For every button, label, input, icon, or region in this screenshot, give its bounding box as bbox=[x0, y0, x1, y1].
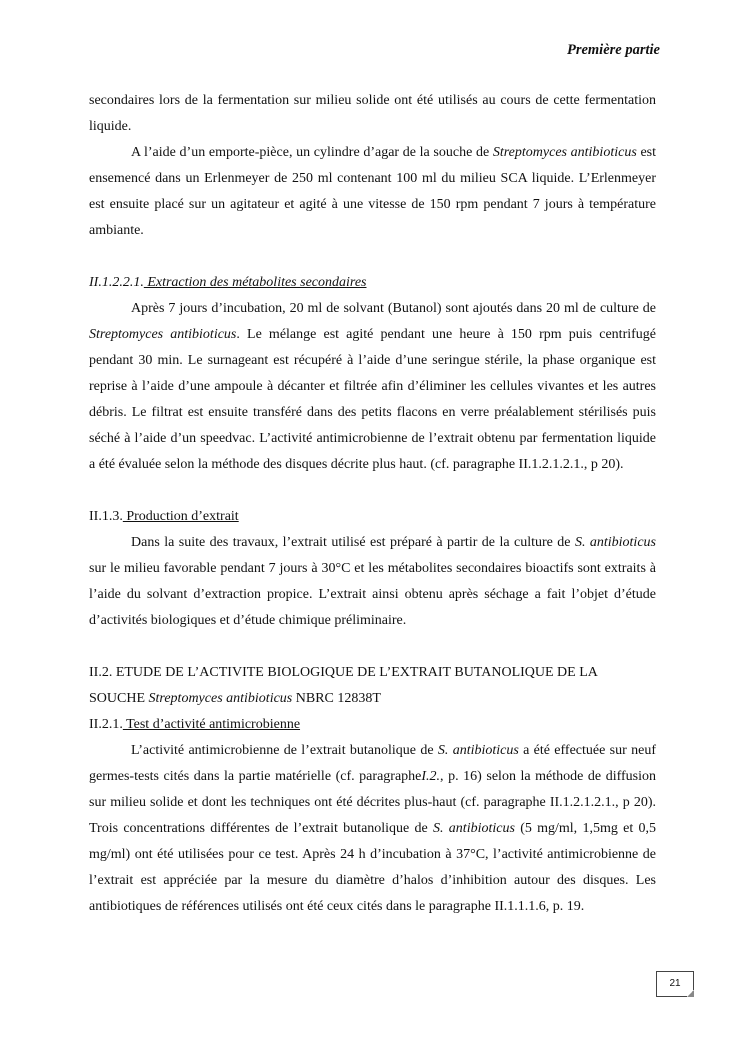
paragraph-antimicrobial: L’activité antimicrobienne de l’extrait butanolique de S. antibioticus a été effectuée sur neuf germes-tests cités dans la partie matérielle (cf. paragrapheI.2., p. 16) selon la méthode de diffusion sur milieu solide et dont les techniques ont été décrites plus-haut (cf. paragraphe II.1.2.1.2.1., p 20). Trois concentrations différentes de l’extrait butanolique de S. antibioticus (5 mg/ml, 1,5mg et 0,5 mg/ml) ont été utilisées pour ce test. Après 24 h d’incubation à 37°C, l’activité antimicrobienne de l’extrait est appréciée par la mesure du diamètre d’halos d’inhibition autour des disques. Les antibiotiques de références utilisés ont été ceux cités dans le paragraphe II.1.1.1.6, p. 19. bbox=[89, 743, 656, 914]
page-header-title: Première partie bbox=[566, 42, 660, 58]
document-body bbox=[89, 88, 656, 920]
page-number: 21 bbox=[656, 971, 694, 997]
paragraph-continuation: secondaires lors de la fermentation sur milieu solide ont été utilisés au cours de cette fermentation liquide. bbox=[89, 93, 656, 134]
species-name: Streptomyces antibioticus bbox=[89, 327, 237, 342]
heading-antimicrobial-test: II.2.1. Test d’activité antimicrobienne bbox=[89, 717, 301, 732]
paragraph-inoculation: A l’aide d’un emporte-pièce, un cylindre d’agar de la souche de Streptomyces antibioticus est ensemencé dans un Erlenmeyer de 250 ml contenant 100 ml du milieu SCA liquide. L’Erlenmeyer est ensuite placé sur un agitateur et agité à une vitesse de 150 rpm pendant 7 jours à température ambiante. bbox=[89, 145, 656, 238]
paragraph-extraction: Après 7 jours d’incubation, 20 ml de solvant (Butanol) sont ajoutés dans 20 ml de culture de Streptomyces antibioticus. Le mélange est agité pendant une heure à 150 rpm puis centrifugé pendant 30 min. Le surnageant est récupéré à l’aide d’une seringue stérile, la phase organique est reprise à l’aide d’une ampoule à décanter et filtrée afin d’éliminer les cellules vivantes et les autres débris. Le filtrat est ensuite transféré dans des petits flacons en verre préalablement stérilisés puis séché à l’aide d’un speedvac. L’activité antimicrobienne de l’extrait obtenu par fermentation liquide a été évaluée selon la méthode des disques décrite plus haut. (cf. paragraphe II.1.2.1.2.1., p 20). bbox=[89, 301, 656, 472]
species-name: Streptomyces antibioticus bbox=[492, 145, 637, 160]
species-name: S. antibioticus bbox=[574, 535, 656, 550]
heading-extraction: II.1.2.2.1. Extraction des métabolites secondaires bbox=[89, 275, 367, 290]
paragraph-production: Dans la suite des travaux, l’extrait utilisé est préparé à partir de la culture de S. antibioticus sur le milieu favorable pendant 7 jours à 30°C et les métabolites secondaires bioactifs sont extraits à l’aide du solvant d’extraction propice. L’extrait ainsi obtenu après séchage a fait l’objet d’étude d’activités biologiques et d’étude chimique préliminaire. bbox=[89, 535, 656, 628]
heading-biological-study: II.2. ETUDE DE L’ACTIVITE BIOLOGIQUE DE L’EXTRAIT BUTANOLIQUE DE LA SOUCHE Streptomyces antibioticus NBRC 12838T bbox=[89, 665, 598, 706]
heading-production: II.1.3. Production d’extrait bbox=[89, 509, 239, 524]
